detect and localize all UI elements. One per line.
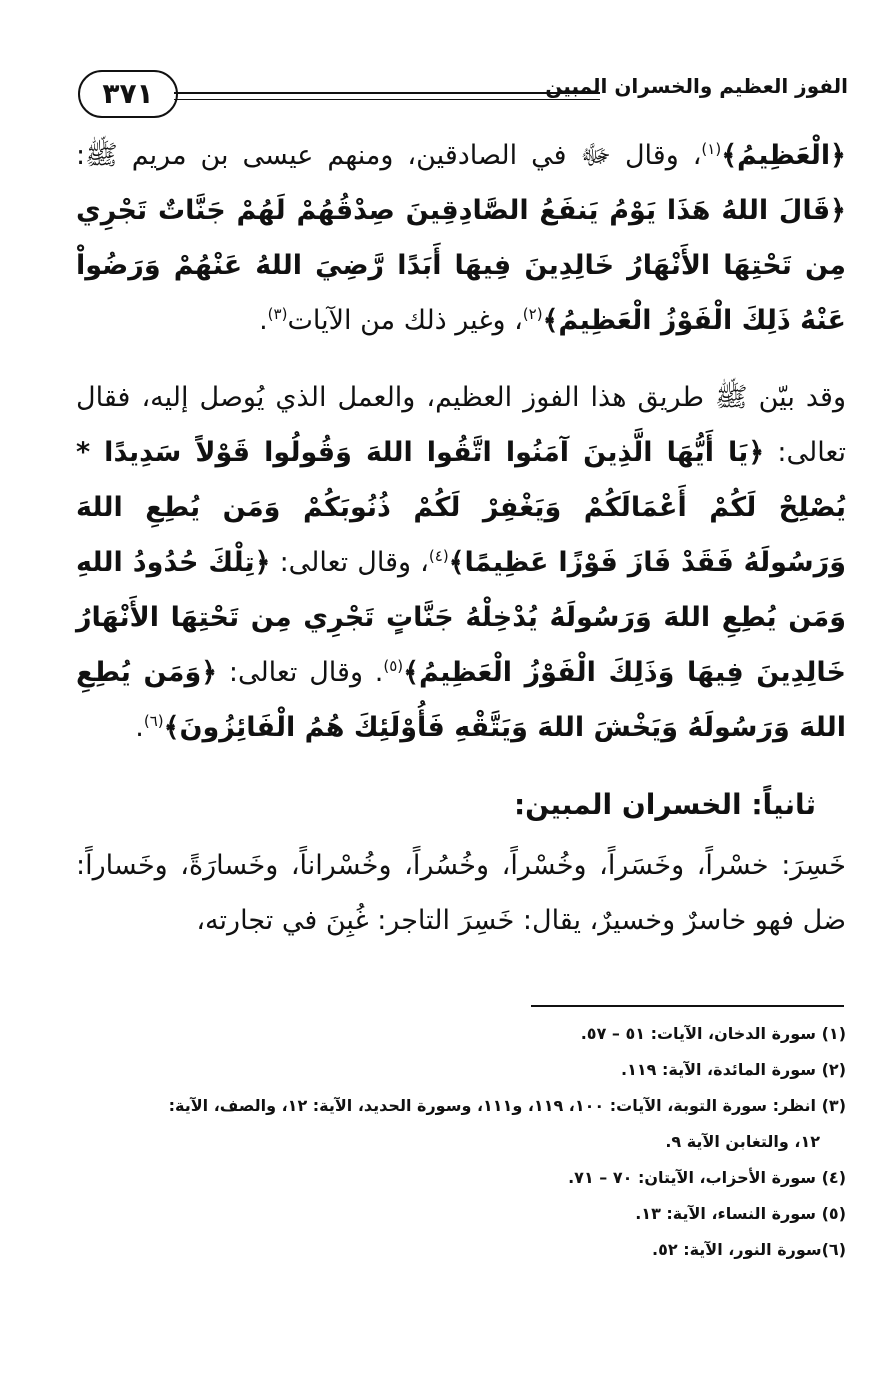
footnote-5: (٥) سورة النساء، الآية: ١٣. — [635, 1204, 846, 1223]
quran-bracket-open: ﴿ — [201, 657, 218, 688]
body-text-span: ، وغير ذلك من الآيات — [287, 305, 523, 336]
page-header — [78, 70, 848, 126]
quran-verse: قَالَ اللهُ هَذَا يَوْمُ يَنفَعُ الصَّادِقِينَ صِدْقُهُمْ لَهُمْ جَنَّاتٌ تَجْرِي مِن تَحْتِهَا الأَنْهَارُ خَالِدِينَ فِيهَا أَبَدًا رَّضِيَ اللهُ عَنْهُمْ وَرَضُواْ عَنْهُ ذَلِكَ الْفَوْزُ الْعَظِيمُ — [76, 195, 846, 336]
footnote-6: (٦)سورة النور، الآية: ٥٢. — [652, 1240, 846, 1259]
quran-verse: الْعَظِيمُ — [737, 140, 831, 171]
body-text-span: ، وقال تعالى: — [279, 547, 429, 578]
quran-bracket-open: ﴿ — [748, 437, 765, 468]
paragraph-2 — [76, 370, 846, 755]
body-text-span: وقد بيّن ﷺ طريق هذا الفوز العظيم، والعمل الذي يُوصل إليه، فقال تعالى: — [76, 382, 846, 468]
footnote-3-continued: ١٢، والتغابن الآية ٩. — [665, 1132, 820, 1151]
quran-verse: وَمَن يُطِعِ اللهَ وَرَسُولَهُ وَيَخْشَ اللهَ وَيَتَّقْهِ فَأُوْلَئِكَ هُمُ الْفَائِزُونَ — [76, 657, 846, 743]
section-heading: ثانياً: الخسران المبين: — [513, 788, 816, 821]
quran-bracket-close: ﴾ — [542, 305, 559, 336]
footnote-2: (٢) سورة المائدة، الآية: ١١٩. — [621, 1060, 846, 1079]
body-text-span: . — [259, 305, 268, 336]
footnote-ref: (٦) — [143, 712, 164, 730]
footnote-3: (٣) انظر: سورة التوبة، الآيات: ١٠٠، ١١٩، و١١١، وسورة الحديد، الآية: ١٢، والصف، الآية: — [168, 1096, 846, 1115]
quran-verse: يَا أَيُّهَا الَّذِينَ آمَنُوا اتَّقُوا اللهَ وَقُولُوا قَوْلاً سَدِيدًا * يُصْلِحْ لَكُمْ أَعْمَالَكُمْ وَيَغْفِرْ لَكُمْ ذُنُوبَكُمْ وَمَن يُطِعِ اللهَ وَرَسُولَهُ فَقَدْ فَازَ فَوْزًا عَظِيمًا — [76, 437, 846, 578]
quran-bracket-open: ﴿ — [830, 140, 846, 171]
footnote-ref: (١) — [701, 140, 722, 158]
running-title: الفوز العظيم والخسران المبين — [545, 74, 848, 98]
body-text-span: . وقال تعالى: — [228, 657, 384, 688]
quran-bracket-close: ﴾ — [403, 657, 419, 688]
quran-bracket-close: ﴾ — [448, 547, 465, 578]
footnote-1: (١) سورة الدخان، الآيات: ٥١ – ٥٧. — [580, 1024, 846, 1043]
body-text-span: . — [135, 712, 144, 743]
footnote-4: (٤) سورة الأحزاب، الآيتان: ٧٠ – ٧١. — [568, 1168, 846, 1187]
quran-bracket-close: ﴾ — [721, 140, 738, 171]
main-text — [76, 128, 846, 948]
quran-bracket-open: ﴿ — [254, 547, 271, 578]
footnote-ref: (٥) — [383, 657, 404, 675]
footnote-ref: (٤) — [428, 547, 449, 565]
body-text-span: ، وقال ﷻ في الصادقين، ومنهم عيسى بن مريم ﷺ: — [76, 140, 702, 171]
footnote-ref: (٢) — [522, 305, 543, 323]
paragraph-1 — [76, 128, 846, 348]
quran-bracket-open: ﴿ — [830, 195, 846, 226]
paragraph-3: خَسِرَ: خسْراً، وخَسَراً، وخُسْراً، وخُسُراً، وخُسْراناً، وخَسارَةً، وخَساراً: ضل فهو خاسرٌ وخسيرٌ، يقال: خَسِرَ التاجر: غُبِنَ في تجارته، — [76, 850, 846, 936]
quran-verse: تِلْكَ حُدُودُ اللهِ وَمَن يُطِعِ اللهَ وَرَسُولَهُ يُدْخِلْهُ جَنَّاتٍ تَجْرِي مِن تَحْتِهَا الأَنْهَارُ خَالِدِينَ فِيهَا وَذَلِكَ الْفَوْزُ الْعَظِيمُ — [76, 547, 846, 688]
footnote-separator — [531, 1005, 844, 1007]
quran-bracket-close: ﴾ — [163, 712, 180, 743]
page-number: ٣٧١ — [78, 70, 178, 118]
header-rule — [174, 92, 600, 100]
footnotes — [70, 1016, 846, 1268]
footnote-ref: (٣) — [267, 305, 288, 323]
